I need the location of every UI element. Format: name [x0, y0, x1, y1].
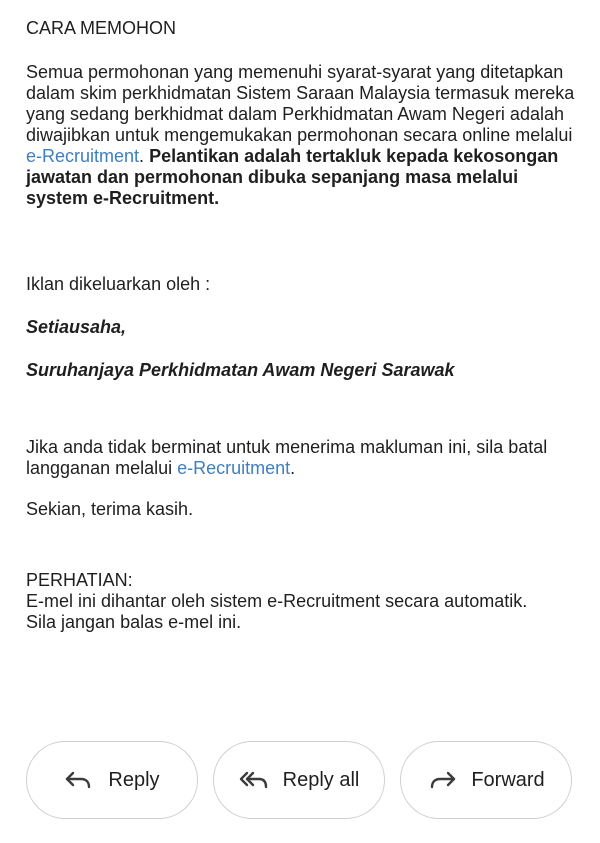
forward-button[interactable] [400, 741, 572, 819]
unsubscribe-link-suffix: . [290, 458, 296, 478]
reply-all-button[interactable] [213, 741, 385, 819]
intro-paragraph [26, 62, 576, 209]
signature-organization: Suruhanjaya Perkhidmatan Awam Negeri Sarawak [26, 360, 455, 380]
notice-line-2: Sila jangan balas e-mel ini. [26, 612, 242, 632]
unsubscribe-link[interactable]: e-Recruitment [177, 458, 291, 478]
reply-all-icon [239, 768, 269, 792]
reply-all-label: Reply all [282, 768, 360, 791]
notice-title: PERHATIAN: [26, 570, 133, 590]
email-body [26, 14, 576, 633]
e-recruitment-link[interactable]: e-Recruitment [26, 146, 140, 166]
ad-issued-by: Iklan dikeluarkan oleh : [26, 274, 211, 294]
intro-bold-text: Pelantikan adalah tertakluk kepada kekosongan jawatan dan permohonan dibuka sepanjang masa melalui system e-Recruitment. [26, 146, 559, 208]
unsubscribe-paragraph [26, 437, 576, 479]
signature-title: Setiausaha, [26, 317, 127, 337]
notice-line-1: E-mel ini dihantar oleh sistem e-Recruitment secara automatik. [26, 591, 528, 611]
closing-text: Sekian, terima kasih. [26, 499, 194, 519]
reply-button[interactable] [26, 741, 198, 819]
forward-icon [427, 768, 457, 792]
unsubscribe-text: Jika anda tidak berminat untuk menerima makluman ini, sila batal langganan melalui [26, 437, 548, 478]
reply-icon [64, 768, 94, 792]
section-heading: CARA MEMOHON [26, 18, 177, 38]
forward-label: Forward [471, 768, 545, 791]
intro-text: Semua permohonan yang memenuhi syarat-syarat yang ditetapkan dalam skim perkhidmatan Sistem Saraan Malaysia termasuk mereka yang sedang berkhidmat dalam Perkhidmatan Awam Negeri adalah diwajibkan untuk mengemukakan permohonan secara online melalui [26, 62, 575, 145]
email-actions [26, 741, 574, 821]
intro-link-suffix: . [139, 146, 145, 166]
reply-label: Reply [108, 768, 160, 791]
